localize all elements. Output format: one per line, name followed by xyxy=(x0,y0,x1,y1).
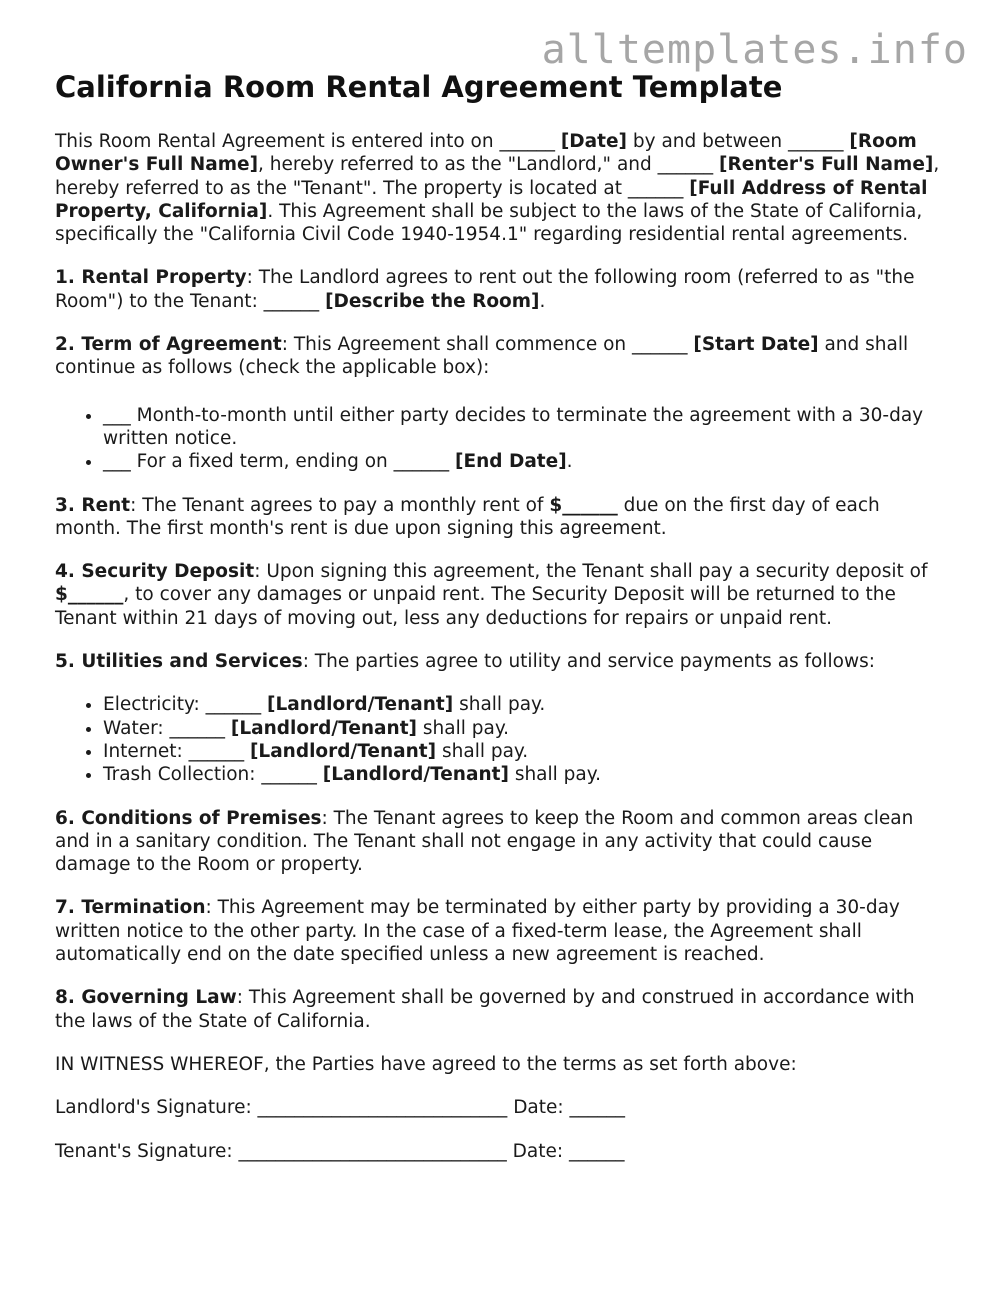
section-text: : The Tenant agrees to pay a monthly rent of xyxy=(130,494,550,516)
utility-label: Trash Collection: ______ xyxy=(103,764,323,786)
intro-text: . This Agreement shall be subject to the laws of the State of California, specifically the "California Civil Code 1940-1954.1" regarding residential rental agreements. xyxy=(55,200,923,246)
utility-label: Water: ______ xyxy=(103,717,231,739)
section-text: : The parties agree to utility and service payments as follows: xyxy=(302,651,875,673)
room-description-placeholder: [Describe the Room] xyxy=(325,290,540,312)
utility-label: Internet: ______ xyxy=(103,740,250,762)
section-text: : Upon signing this agreement, the Tenant shall pay a security deposit of xyxy=(254,561,928,583)
section-text: . xyxy=(539,290,546,312)
utility-item-electricity xyxy=(103,693,950,716)
utility-party: [Landlord/Tenant] xyxy=(322,764,509,786)
utilities-list xyxy=(55,693,950,786)
term-options-list xyxy=(55,404,950,474)
section-heading: 8. Governing Law xyxy=(55,987,237,1009)
section-text: : This Agreement shall be governed by and construed in accordance with the laws of the State of California. xyxy=(55,987,915,1032)
end-date-placeholder: [End Date] xyxy=(455,451,567,473)
renter-name-placeholder: [Renter's Full Name] xyxy=(719,154,934,176)
section-heading: 2. Term of Agreement xyxy=(55,334,282,356)
utility-party: [Landlord/Tenant] xyxy=(249,740,437,762)
section-heading: 6. Conditions of Premises xyxy=(55,807,322,829)
utility-label: Electricity: ______ xyxy=(103,694,268,716)
section-heading: 1. Rental Property xyxy=(55,267,247,289)
intro-text: , hereby referred to as the "Landlord," and ______ xyxy=(258,154,720,176)
utility-item-water xyxy=(103,717,950,740)
section-text: : The Tenant agrees to keep the Room and common areas clean and in a sanitary condition. The Tenant shall not engage in any activity that could cause damage to the Room or property. xyxy=(55,807,914,876)
utility-suffix: shall pay. xyxy=(453,694,546,716)
document-title: California Room Rental Agreement Template xyxy=(55,70,783,104)
term-option-month-to-month: • ___ Month-to-month until either party decides to terminate the agreement with a 30-day written notice. xyxy=(103,404,950,451)
term-option-text: ___ For a fixed term, ending on ______ xyxy=(103,451,456,473)
watermark: alltemplates.info xyxy=(541,27,968,73)
section-heading: 7. Termination xyxy=(55,897,206,919)
utility-suffix: shall pay. xyxy=(417,717,510,739)
date-placeholder: [Date] xyxy=(560,131,627,152)
section-rental-property xyxy=(55,266,950,313)
utility-item-internet xyxy=(103,740,950,763)
start-date-placeholder: [Start Date] xyxy=(693,334,819,356)
landlord-signature-line: Landlord's Signature: ___________________________ Date: ______ xyxy=(55,1097,626,1119)
tenant-signature-line: Tenant's Signature: _____________________________ Date: ______ xyxy=(55,1140,625,1162)
owner-name-placeholder: [Room Owner's Full Name] xyxy=(55,131,917,176)
witness-statement: IN WITNESS WHEREOF, the Parties have agreed to the terms as set forth above: xyxy=(55,1053,797,1075)
utility-suffix: shall pay. xyxy=(508,764,601,786)
intro-text: , hereby referred to as the "Tenant". The property is located at ______ xyxy=(55,154,940,199)
section-text: : The Landlord agrees to rent out the following room (referred to as "the Room") to the Tenant: ______ xyxy=(55,267,915,312)
term-option-text: . xyxy=(566,451,573,473)
section-heading: 3. Rent xyxy=(55,494,131,516)
section-heading: 4. Security Deposit xyxy=(55,561,255,583)
section-text: and shall continue as follows (check the applicable box): xyxy=(55,334,909,379)
intro-text: This Room Rental Agreement is entered into on ______ xyxy=(55,131,561,152)
section-term xyxy=(55,333,950,380)
address-placeholder: [Full Address of Rental Property, California] xyxy=(55,177,928,222)
deposit-amount-placeholder: $______ xyxy=(55,584,124,606)
intro-text: by and between ______ xyxy=(627,131,850,152)
section-termination xyxy=(55,896,950,966)
section-text: : This Agreement may be terminated by either party by providing a 30-day written notice to the other party. In the case of a fixed-term lease, the Agreement shall automatically end on the date specified unless a new agreement is reached. xyxy=(55,897,900,966)
section-text: : This Agreement shall commence on ______ xyxy=(281,334,694,356)
utility-party: [Landlord/Tenant] xyxy=(267,694,454,716)
section-utilities xyxy=(55,650,950,673)
utility-item-trash xyxy=(103,763,950,786)
document-page xyxy=(55,68,950,1183)
intro-paragraph xyxy=(55,130,950,246)
section-conditions xyxy=(55,807,950,877)
section-governing-law xyxy=(55,986,950,1033)
utility-party: [Landlord/Tenant] xyxy=(230,717,418,739)
section-text: due on the first day of each month. The first month's rent is due upon signing this agreement. xyxy=(55,494,880,539)
section-heading: 5. Utilities and Services xyxy=(55,651,303,673)
section-text: , to cover any damages or unpaid rent. The Security Deposit will be returned to the Tenant within 21 days of moving out, less any deductions for repairs or unpaid rent. xyxy=(55,584,896,629)
rent-amount-placeholder: $______ xyxy=(549,494,618,516)
section-rent xyxy=(55,494,950,541)
utility-suffix: shall pay. xyxy=(436,740,529,762)
section-security-deposit xyxy=(55,560,950,630)
term-option-fixed xyxy=(103,450,950,473)
